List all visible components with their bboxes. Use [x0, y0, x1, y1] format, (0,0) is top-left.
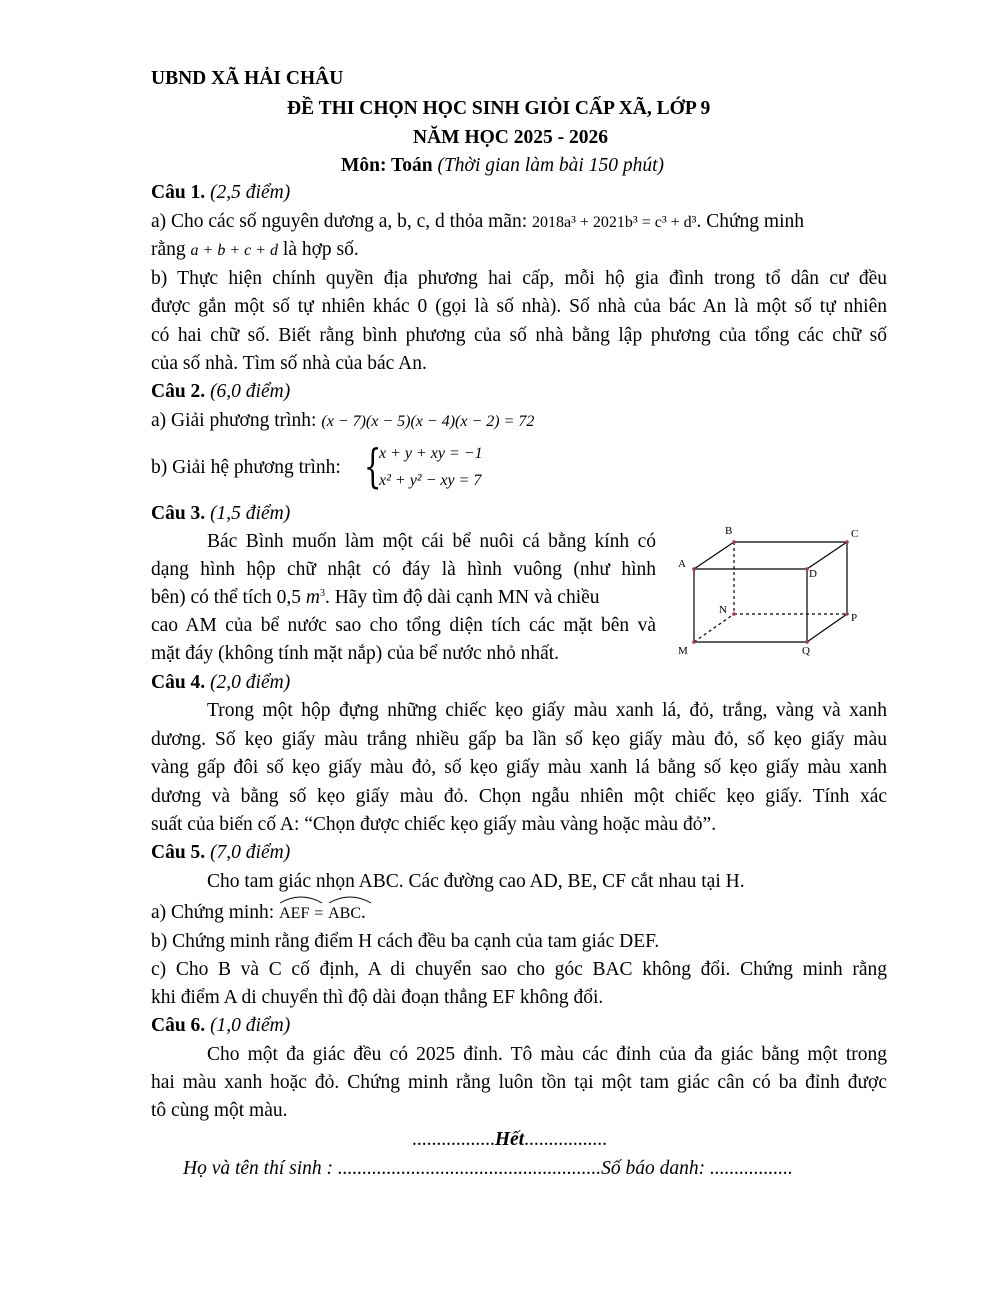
label-C: C [851, 528, 859, 540]
vertex-Q [805, 640, 809, 644]
label-Q: Q [802, 645, 810, 657]
system-brace: { [363, 439, 382, 493]
q1a-formula: 2018a³ + 2021b³ = c³ + d³ [532, 214, 697, 231]
angle-aef-text: AEF [279, 905, 310, 922]
q1a-line2 [151, 238, 359, 263]
q5-intro: Cho tam giác nhọn ABC. Các đường cao AD, BE, CF cắt nhau tại H. [207, 871, 745, 892]
q1-heading [151, 181, 290, 205]
q5-heading [151, 841, 290, 865]
q4-heading [151, 671, 290, 695]
q1-title: Câu 1. [151, 182, 206, 203]
q3-line4: cao AM của bể nước sao cho tổng diện tích các mặt bên và [151, 615, 656, 636]
q1a-suffix: . Chứng minh [696, 211, 805, 232]
q1-points: (2,5 điểm) [210, 182, 291, 203]
angle-aef [279, 901, 309, 926]
q6-line1: Cho một đa giác đều có 2025 đỉnh. Tô màu các đỉnh của đa giác bằng một trong [207, 1044, 887, 1065]
q2-points: (6,0 điểm) [210, 381, 291, 402]
q3-line1: Bác Bình muốn làm một cái bể nuôi cá bằng kính có [207, 531, 656, 552]
q4-line1: Trong một hộp đựng những chiếc kẹo giấy màu xanh lá, đỏ, trắng, vàng và xanh [207, 700, 887, 721]
edge-DC [807, 542, 847, 569]
subject-line [341, 154, 664, 178]
q1b-line2: được gắn một số tự nhiên khác 0 (gọi là số nhà). Số nhà của bác An là một số tự nhiên [151, 296, 887, 317]
vertex-A [692, 567, 696, 571]
edge-MN-hidden [694, 614, 734, 642]
q2-heading [151, 380, 290, 404]
q3-unit-exponent: 3 [319, 588, 325, 599]
q2a-prefix: a) Giải phương trình: [151, 410, 317, 431]
q2b-prefix: b) Giải hệ phương trình: [151, 457, 341, 478]
q2a-formula: (x − 7)(x − 5)(x − 4)(x − 2) = 72 [321, 413, 535, 430]
q1b-line1: b) Thực hiện chính quyền địa phương hai cấp, mỗi hộ gia đình trong tổ dân cư đều [151, 268, 887, 289]
q3-points: (1,5 điểm) [210, 503, 291, 524]
label-B: B [725, 525, 733, 537]
authority-name: UBND XÃ HẢI CHÂU [151, 68, 344, 89]
q5b-line: b) Chứng minh rằng điểm H cách đều ba cạnh của tam giác DEF. [151, 931, 660, 952]
q5a-suffix: . [361, 902, 366, 923]
q2b-eq2: x² + y² − xy = 7 [379, 472, 482, 489]
q6-title: Câu 6. [151, 1015, 206, 1036]
candidate-info-line: Họ và tên thí sinh : ......................................................Số báo danh: ................. [183, 1158, 793, 1179]
q3-heading [151, 502, 290, 526]
q5a-line [151, 901, 366, 926]
school-year: NĂM HỌC 2025 - 2026 [413, 127, 608, 148]
end-label: Hết [494, 1129, 525, 1150]
angle-abc [328, 901, 361, 926]
q3-line5: mặt đáy (không tính mặt nắp) của bể nước nhỏ nhất. [151, 643, 560, 664]
q1a-line2-suffix: là hợp số. [282, 239, 359, 260]
q2-title: Câu 2. [151, 381, 206, 402]
q5-points: (7,0 điểm) [210, 842, 291, 863]
q5-title: Câu 5. [151, 842, 206, 863]
q2b-eq1: x + y + xy = −1 [379, 445, 483, 462]
label-A: A [678, 558, 686, 570]
vertex-N [732, 612, 736, 616]
q5a-prefix: a) Chứng minh: [151, 902, 275, 923]
angle-arc-icon [277, 894, 325, 904]
q5c-line1: c) Cho B và C cố định, A di chuyển sao cho góc BAC không đổi. Chứng minh rằng [151, 959, 887, 980]
vertex-B [732, 540, 736, 544]
q6-line2: hai màu xanh hoặc đỏ. Chứng minh rằng luôn tồn tại một tam giác cân có ba đỉnh được [151, 1072, 887, 1093]
q3-title: Câu 3. [151, 503, 206, 524]
q3-line2: dạng hình hộp chữ nhật có đáy là hình vuông (như hình [151, 559, 656, 580]
label-M: M [678, 645, 688, 657]
vertex-C [845, 540, 849, 544]
label-P: P [851, 612, 858, 624]
q1a-line2-prefix: rằng [151, 239, 186, 260]
q4-line3: vàng gấp đôi số kẹo giấy màu đỏ, số kẹo giấy màu xanh lá bằng số kẹo giấy màu xanh [151, 757, 887, 778]
subject-time: (Thời gian làm bài 150 phút) [437, 155, 664, 176]
end-marker [412, 1128, 607, 1152]
edge-AB [694, 542, 734, 569]
q6-heading [151, 1014, 290, 1038]
exam-title: ĐỀ THI CHỌN HỌC SINH GIỎI CẤP XÃ, LỚP 9 [287, 98, 711, 119]
aquarium-box-figure [672, 520, 872, 660]
q1b-line4: của số nhà. Tìm số nhà của bác An. [151, 353, 427, 374]
label-N: N [719, 604, 727, 616]
angle-arc-icon [326, 894, 374, 904]
q6-points: (1,0 điểm) [210, 1015, 291, 1036]
q3-line3-prefix: bên) có thể tích 0,5 [151, 587, 301, 608]
q5a-equals: = [314, 905, 324, 922]
q4-line5: suất của biến cố A: “Chọn được chiếc kẹo giấy màu vàng hoặc màu đỏ”. [151, 814, 717, 835]
q4-points: (2,0 điểm) [210, 672, 291, 693]
q5c-line2: khi điểm A di chuyển thì độ dài đoạn thẳng EF không đổi. [151, 987, 604, 1008]
q3-line3-suffix: . Hãy tìm độ dài cạnh MN và chiều [324, 587, 600, 608]
vertex-P [845, 612, 849, 616]
q1a-line2-formula: a + b + c + d [190, 242, 279, 259]
q4-line2: dương. Số kẹo giấy màu trắng nhiều gấp ba lần số kẹo giấy màu đỏ, số kẹo giấy màu [151, 729, 887, 750]
q4-title: Câu 4. [151, 672, 206, 693]
vertex-M [692, 640, 696, 644]
q1b-line3: có hai chữ số. Biết rằng bình phương của số nhà bằng lập phương của tổng các chữ số [151, 325, 887, 346]
q4-line4: dương và bằng số kẹo giấy màu đỏ. Chọn ngẫu nhiên một chiếc kẹo giấy. Tính xác [151, 786, 887, 807]
q2a-line [151, 409, 534, 434]
angle-abc-text: ABC [328, 905, 362, 922]
q1a-prefix: a) Cho các số nguyên dương a, b, c, d thỏa mãn: [151, 211, 528, 232]
end-dots-right: ................. [524, 1129, 607, 1150]
q3-line3-unit: m [305, 587, 320, 608]
edge-QP [807, 614, 847, 642]
q3-line3 [151, 586, 600, 610]
q1a-line1 [151, 210, 804, 235]
subject-label: Môn: Toán [341, 155, 433, 176]
q6-line3: tô cùng một màu. [151, 1100, 288, 1121]
end-dots-left: ................. [412, 1129, 495, 1150]
label-D: D [809, 568, 817, 580]
